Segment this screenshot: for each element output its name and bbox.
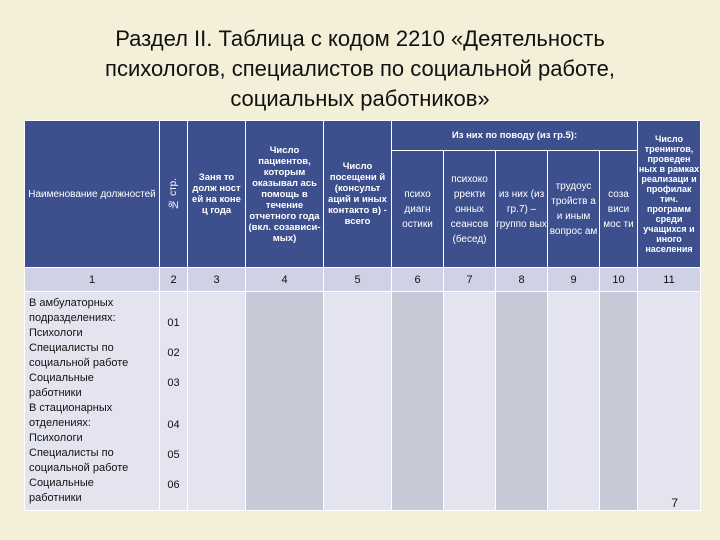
header-col9: трудоус тройств а и иным вопрос ам — [549, 181, 598, 237]
column-number: 11 — [638, 268, 701, 292]
header-col9-cell — [548, 151, 600, 268]
data-cell-col3[interactable] — [188, 292, 246, 511]
row-label: социальной работе — [29, 462, 129, 474]
header-col10-cell — [600, 151, 638, 268]
row-code: 02 — [167, 347, 180, 359]
row-code: 01 — [167, 317, 180, 329]
header-col6: психо диагн остики — [402, 188, 433, 230]
header-col8-cell — [496, 151, 548, 268]
row-label: отделениях: — [29, 417, 91, 429]
data-cell-col11[interactable] — [638, 292, 701, 511]
data-cell-col4[interactable] — [246, 292, 324, 511]
header-col10: соза виси мос ти — [603, 188, 634, 230]
header-col6-cell — [392, 151, 444, 268]
row-label: работники — [29, 492, 82, 504]
slide-title — [40, 24, 680, 114]
header-col8: из них (из гр.7) – группо вых — [496, 188, 547, 230]
column-number: 4 — [246, 268, 324, 292]
header-group: Из них по поводу (из гр.5): — [451, 130, 578, 141]
row-labels-cell — [25, 292, 160, 511]
header-col11-cell — [638, 121, 701, 268]
column-number: 7 — [444, 268, 496, 292]
row-codes-cell — [160, 292, 188, 511]
column-number: 9 — [548, 268, 600, 292]
page-number: 7 — [671, 496, 678, 510]
row-label: В стационарных — [29, 402, 113, 414]
header-col5-cell — [324, 121, 392, 268]
row-code: 03 — [167, 377, 180, 389]
data-cell-col9[interactable] — [548, 292, 600, 511]
header-col7: психоко рректи онных сеансов (бесед) — [450, 173, 489, 245]
column-numbers-row — [25, 268, 701, 292]
column-number: 3 — [188, 268, 246, 292]
row-code: 04 — [167, 419, 180, 431]
column-number: 5 — [324, 268, 392, 292]
row-code: 05 — [167, 449, 180, 461]
header-row-number-cell — [160, 121, 188, 268]
title-line-1: Раздел II. Таблица с кодом 2210 «Деятельность — [115, 26, 605, 51]
column-number: 6 — [392, 268, 444, 292]
header-col5: Число посещени й (консульт аций и иных контакто в) - всего — [328, 161, 387, 227]
row-label: социальной работе — [29, 357, 129, 369]
data-cell-col6[interactable] — [392, 292, 444, 511]
row-label: Социальные — [29, 372, 94, 384]
row-label: работники — [29, 387, 82, 399]
header-row-number: № стр. — [168, 178, 179, 210]
header-col11: Число тренингов, проведен ных в рамках реализаци и профилак тич. программ среди учащихся и иного населения — [638, 134, 700, 254]
header-col3: Заня то долж ност ей на коне ц года — [192, 172, 241, 216]
title-line-3: социальных работников» — [230, 86, 490, 111]
data-cell-col5[interactable] — [324, 292, 392, 511]
column-number: 8 — [496, 268, 548, 292]
row-code: 06 — [167, 479, 180, 491]
row-label: Социальные — [29, 477, 94, 489]
row-label: Специалисты по — [29, 447, 114, 459]
row-label: Психологи — [29, 432, 83, 444]
column-number: 2 — [160, 268, 188, 292]
row-label: подразделениях: — [29, 312, 116, 324]
data-cell-col7[interactable] — [444, 292, 496, 511]
header-col4: Число пациентов, которым оказывал ась помощь в течение отчетного года (вкл. созависи-мых) — [248, 144, 321, 244]
column-number: 10 — [600, 268, 638, 292]
column-number: 1 — [25, 268, 160, 292]
header-col4-cell — [246, 121, 324, 268]
activity-table — [24, 120, 701, 511]
data-cell-col10[interactable] — [600, 292, 638, 511]
header-group-cell — [392, 121, 638, 151]
header-name-cell — [25, 121, 160, 268]
header-col7-cell — [444, 151, 496, 268]
header-col3-cell — [188, 121, 246, 268]
title-line-2: психологов, специалистов по социальной работе, — [105, 56, 615, 81]
table-body-row — [25, 292, 701, 511]
data-cell-col8[interactable] — [496, 292, 548, 511]
row-label: Специалисты по — [29, 342, 114, 354]
header-name: Наименование должностей — [28, 188, 156, 200]
row-label: Психологи — [29, 327, 83, 339]
row-label: В амбулаторных — [29, 297, 114, 309]
